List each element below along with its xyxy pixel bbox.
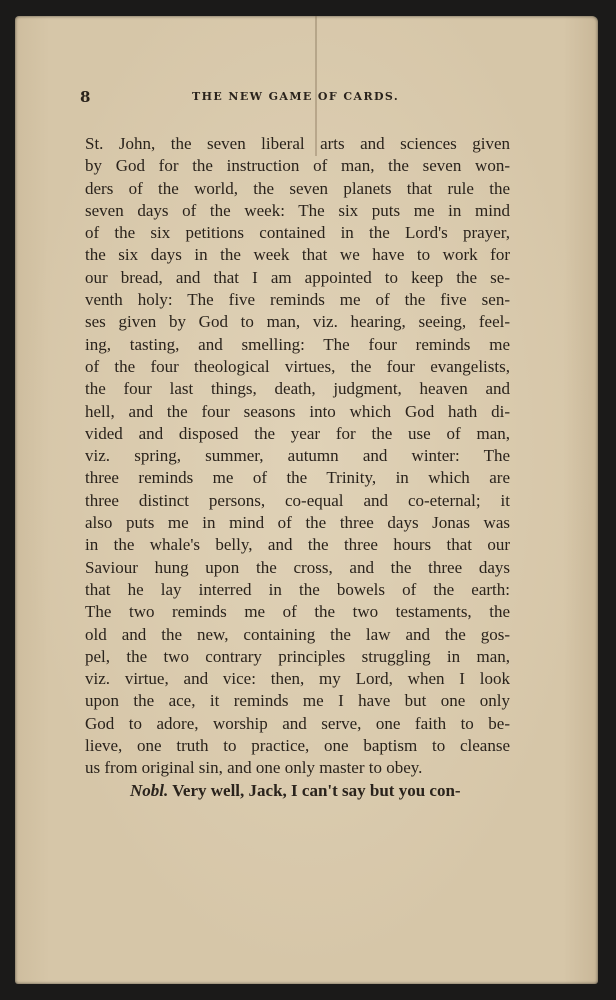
- text-line: ing, tasting, and smelling: The four reminds me: [85, 334, 510, 354]
- running-head: THE NEW GAME OF CARDS.: [192, 90, 400, 103]
- text-line: old and the new, containing the law and the gos-: [85, 624, 510, 644]
- text-line: by God for the instruction of man, the seven won-: [85, 156, 510, 176]
- text-line: hell, and the four seasons into which God hath di-: [85, 401, 510, 421]
- text-body: [85, 133, 510, 802]
- text-line: viz. spring, summer, autumn and winter: The: [85, 446, 510, 466]
- text-line: St. John, the seven liberal arts and sciences given: [85, 134, 510, 153]
- text-line: ses given by God to man, viz. hearing, seeing, feel-: [85, 312, 510, 332]
- text-line: God to adore, worship and serve, one faith to be-: [85, 713, 510, 733]
- page-number: 8: [80, 88, 91, 106]
- text-line: viz. virtue, and vice: then, my Lord, when I look: [85, 669, 510, 689]
- text-line: venth holy: The five reminds me of the five sen-: [85, 290, 510, 310]
- text-line: of the six petitions contained in the Lord's prayer,: [85, 223, 510, 243]
- text-line: that he lay interred in the bowels of the earth:: [85, 579, 510, 599]
- text-line: vided and disposed the year for the use of man,: [85, 423, 510, 443]
- text-line: the four last things, death, judgment, heaven and: [85, 379, 510, 399]
- text-line: of the four theological virtues, the four evangelists,: [85, 356, 510, 376]
- text-line: The two reminds me of the two testaments, the: [85, 602, 510, 622]
- speaker-name: Nobl.: [130, 780, 169, 800]
- text-line: also puts me in mind of the three days Jonas was: [85, 513, 510, 533]
- dialogue-text: Very well, Jack, I can't say but you con-: [172, 780, 461, 800]
- text-line: lieve, one truth to practice, one baptism to cleanse: [85, 736, 510, 756]
- text-line: Saviour hung upon the cross, and the three days: [85, 557, 510, 577]
- text-line: three reminds me of the Trinity, in which are: [85, 468, 510, 488]
- text-line: three distinct persons, co-equal and co-eternal; it: [85, 490, 510, 510]
- text-line: in the whale's belly, and the three hours that our: [85, 535, 510, 555]
- text-line: the six days in the week that we have to work for: [85, 245, 510, 265]
- page-header: [80, 88, 520, 108]
- text-line: ders of the world, the seven planets that rule the: [85, 178, 510, 198]
- dialogue-line: [85, 780, 510, 802]
- text-line: upon the ace, it reminds me I have but one only: [85, 691, 510, 711]
- text-line: pel, the two contrary principles struggling in man,: [85, 646, 510, 666]
- text-line: seven days of the week: The six puts me in mind: [85, 200, 510, 220]
- text-line: us from original sin, and one only master to obey.: [85, 758, 423, 778]
- text-line: our bread, and that I am appointed to keep the se-: [85, 267, 510, 287]
